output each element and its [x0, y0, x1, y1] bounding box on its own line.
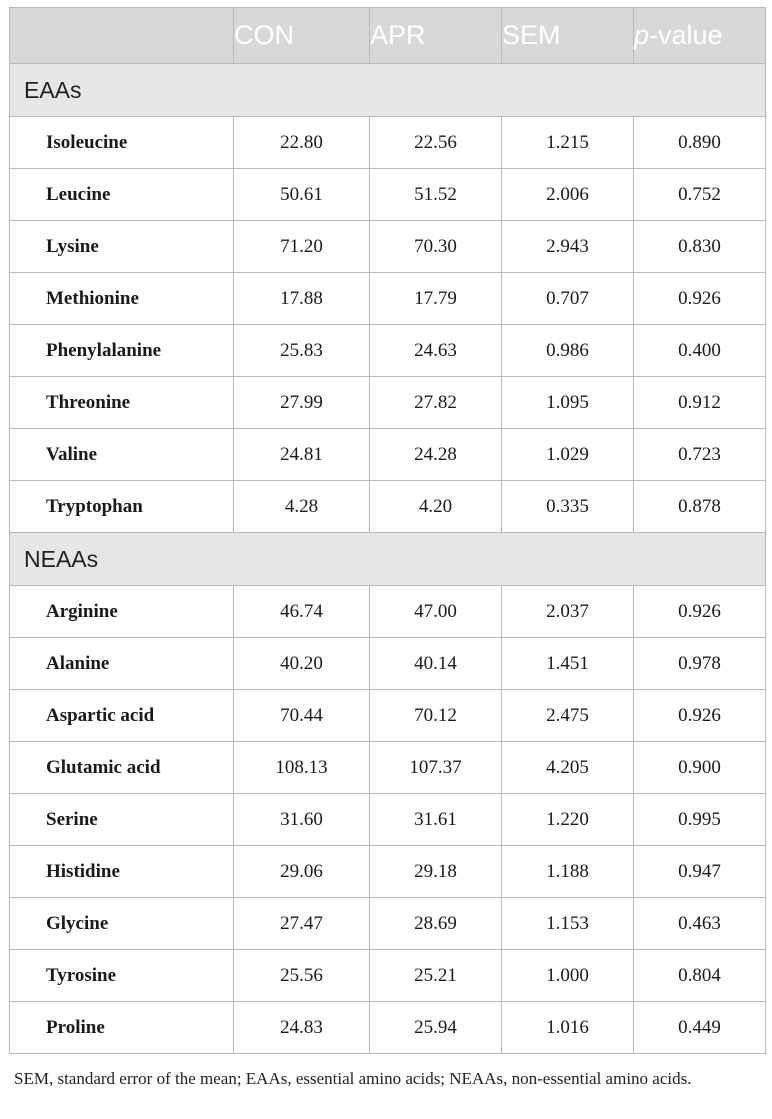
- table-row: [10, 950, 766, 1002]
- sem-value: 2.943: [502, 221, 634, 273]
- amino-acid-name: Histidine: [10, 846, 234, 898]
- header-con: CON: [234, 8, 370, 64]
- table-row: [10, 169, 766, 221]
- table-row: [10, 273, 766, 325]
- sem-value: 1.451: [502, 638, 634, 690]
- amino-acid-name: Threonine: [10, 377, 234, 429]
- amino-acid-name: Glycine: [10, 898, 234, 950]
- table-row: [10, 794, 766, 846]
- apr-value: 107.37: [370, 742, 502, 794]
- header-apr: APR: [370, 8, 502, 64]
- con-value: 25.83: [234, 325, 370, 377]
- header-p-value: [634, 8, 766, 64]
- apr-value: 22.56: [370, 117, 502, 169]
- section-label: EAAs: [10, 64, 766, 117]
- amino-acid-name: Isoleucine: [10, 117, 234, 169]
- p-value: 0.890: [634, 117, 766, 169]
- amino-acid-name: Leucine: [10, 169, 234, 221]
- amino-acid-name: Serine: [10, 794, 234, 846]
- apr-value: 17.79: [370, 273, 502, 325]
- sem-value: 2.475: [502, 690, 634, 742]
- amino-acid-name: Phenylalanine: [10, 325, 234, 377]
- p-value: 0.926: [634, 273, 766, 325]
- con-value: 25.56: [234, 950, 370, 1002]
- amino-acid-name: Tyrosine: [10, 950, 234, 1002]
- con-value: 29.06: [234, 846, 370, 898]
- con-value: 40.20: [234, 638, 370, 690]
- p-value: 0.400: [634, 325, 766, 377]
- amino-acid-name: Methionine: [10, 273, 234, 325]
- sem-value: 1.095: [502, 377, 634, 429]
- apr-value: 51.52: [370, 169, 502, 221]
- apr-value: 25.94: [370, 1002, 502, 1054]
- p-value: 0.830: [634, 221, 766, 273]
- header-row: [10, 8, 766, 64]
- amino-acid-name: Lysine: [10, 221, 234, 273]
- table-body: [10, 64, 766, 1054]
- apr-value: 28.69: [370, 898, 502, 950]
- table-row: [10, 898, 766, 950]
- table-row: [10, 325, 766, 377]
- table-row: [10, 846, 766, 898]
- sem-value: 1.188: [502, 846, 634, 898]
- con-value: 24.81: [234, 429, 370, 481]
- apr-value: 24.63: [370, 325, 502, 377]
- table-row: [10, 742, 766, 794]
- p-value: 0.463: [634, 898, 766, 950]
- con-value: 22.80: [234, 117, 370, 169]
- con-value: 108.13: [234, 742, 370, 794]
- p-suffix: -value: [649, 20, 723, 50]
- sem-value: 4.205: [502, 742, 634, 794]
- table-footnote: SEM, standard error of the mean; EAAs, essential amino acids; NEAAs, non-essential amino acids.: [14, 1069, 692, 1088]
- sem-value: 0.986: [502, 325, 634, 377]
- con-value: 24.83: [234, 1002, 370, 1054]
- apr-value: 27.82: [370, 377, 502, 429]
- sem-value: 1.029: [502, 429, 634, 481]
- table-row: [10, 690, 766, 742]
- table-row: [10, 117, 766, 169]
- apr-value: 70.30: [370, 221, 502, 273]
- sem-value: 0.335: [502, 481, 634, 533]
- table-row: [10, 429, 766, 481]
- header-cell-blank: [10, 8, 234, 64]
- amino-acid-name: Tryptophan: [10, 481, 234, 533]
- con-value: 70.44: [234, 690, 370, 742]
- p-value: 0.978: [634, 638, 766, 690]
- table-row: [10, 638, 766, 690]
- section-row: [10, 533, 766, 586]
- p-value: 0.723: [634, 429, 766, 481]
- amino-acid-name: Valine: [10, 429, 234, 481]
- p-value: 0.947: [634, 846, 766, 898]
- apr-value: 4.20: [370, 481, 502, 533]
- section-label: NEAAs: [10, 533, 766, 586]
- table-row: [10, 1002, 766, 1054]
- apr-value: 24.28: [370, 429, 502, 481]
- section-row: [10, 64, 766, 117]
- con-value: 50.61: [234, 169, 370, 221]
- amino-acid-table: [9, 7, 766, 1054]
- table-row: [10, 221, 766, 273]
- p-value: 0.752: [634, 169, 766, 221]
- sem-value: 0.707: [502, 273, 634, 325]
- table-row: [10, 377, 766, 429]
- p-value: 0.912: [634, 377, 766, 429]
- p-value: 0.926: [634, 586, 766, 638]
- apr-value: 31.61: [370, 794, 502, 846]
- con-value: 31.60: [234, 794, 370, 846]
- p-value: 0.900: [634, 742, 766, 794]
- amino-acid-name: Alanine: [10, 638, 234, 690]
- p-letter: p: [634, 20, 650, 50]
- sem-value: 1.000: [502, 950, 634, 1002]
- apr-value: 47.00: [370, 586, 502, 638]
- table-row: [10, 586, 766, 638]
- con-value: 4.28: [234, 481, 370, 533]
- p-value: 0.804: [634, 950, 766, 1002]
- p-value: 0.878: [634, 481, 766, 533]
- p-value: 0.995: [634, 794, 766, 846]
- p-value: 0.449: [634, 1002, 766, 1054]
- apr-value: 29.18: [370, 846, 502, 898]
- sem-value: 1.220: [502, 794, 634, 846]
- amino-acid-name: Aspartic acid: [10, 690, 234, 742]
- amino-acid-name: Glutamic acid: [10, 742, 234, 794]
- sem-value: 2.006: [502, 169, 634, 221]
- apr-value: 25.21: [370, 950, 502, 1002]
- con-value: 71.20: [234, 221, 370, 273]
- apr-value: 40.14: [370, 638, 502, 690]
- con-value: 27.47: [234, 898, 370, 950]
- p-value: 0.926: [634, 690, 766, 742]
- sem-value: 1.016: [502, 1002, 634, 1054]
- sem-value: 1.153: [502, 898, 634, 950]
- header-sem: SEM: [502, 8, 634, 64]
- sem-value: 2.037: [502, 586, 634, 638]
- table-row: [10, 481, 766, 533]
- apr-value: 70.12: [370, 690, 502, 742]
- amino-acid-name: Arginine: [10, 586, 234, 638]
- con-value: 46.74: [234, 586, 370, 638]
- con-value: 17.88: [234, 273, 370, 325]
- sem-value: 1.215: [502, 117, 634, 169]
- con-value: 27.99: [234, 377, 370, 429]
- amino-acid-name: Proline: [10, 1002, 234, 1054]
